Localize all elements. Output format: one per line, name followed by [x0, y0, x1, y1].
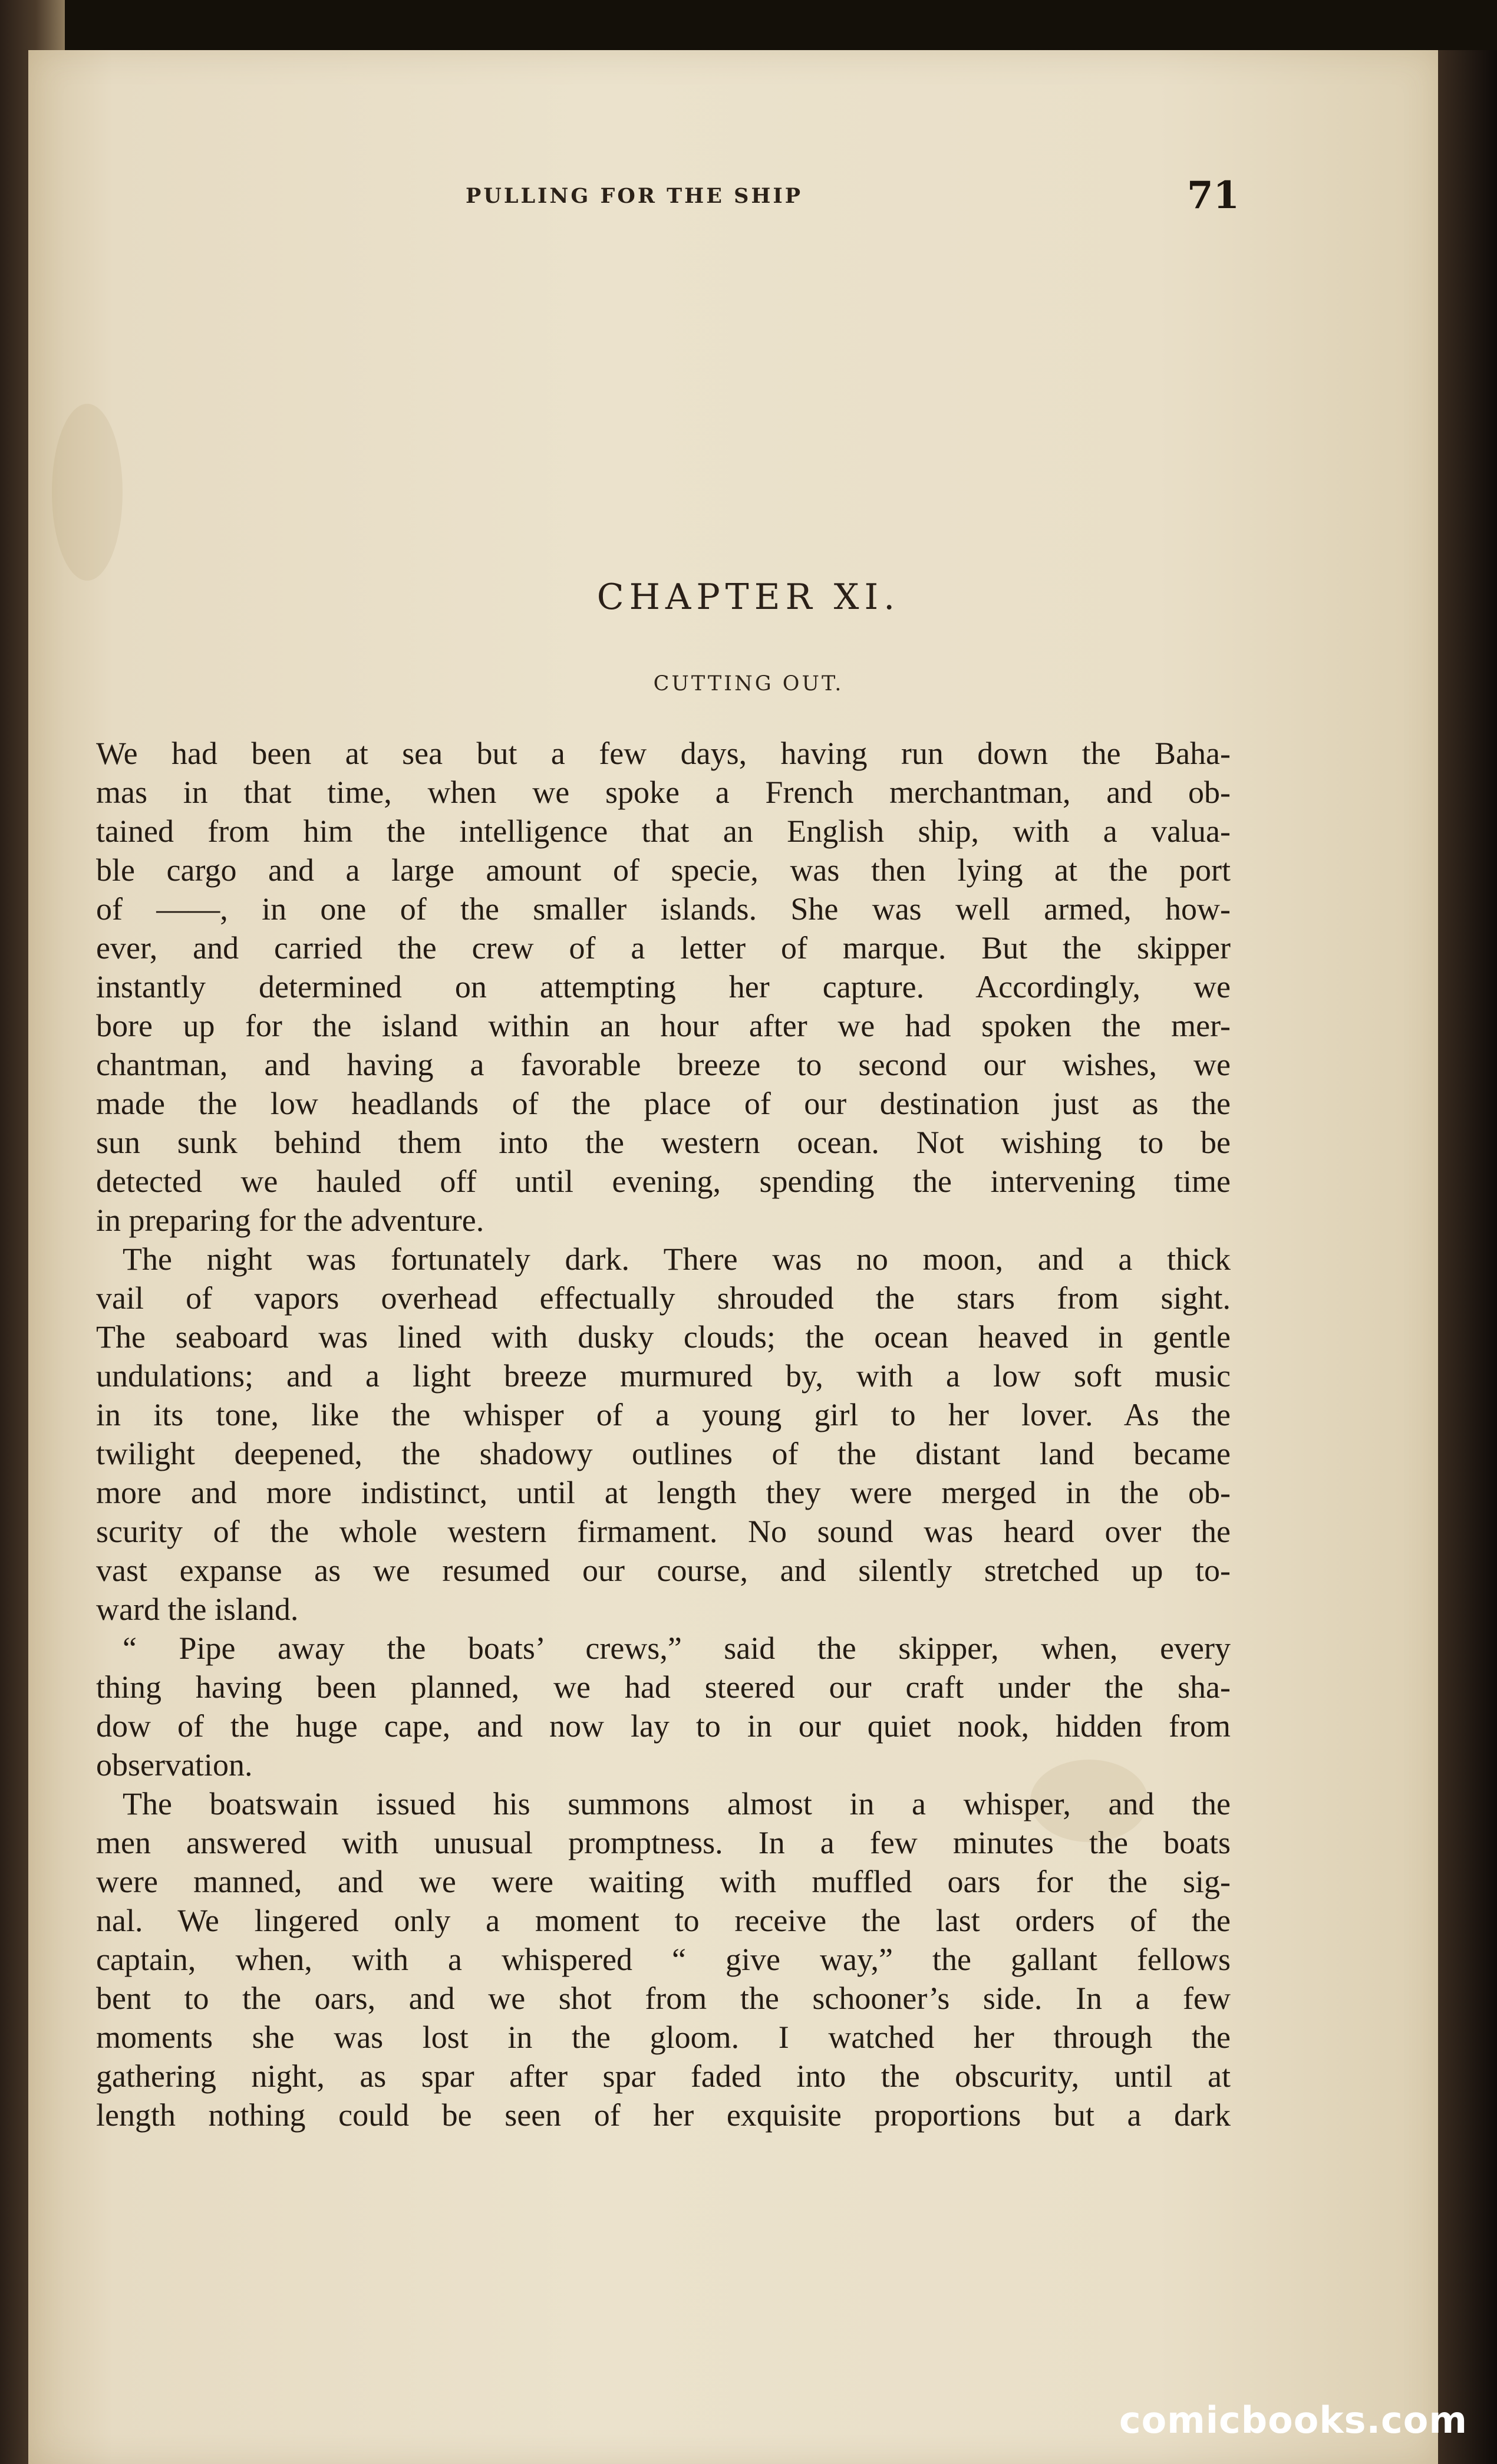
- text-line: chantman, and having a favorable breeze to second our wishes, we: [96, 1047, 1231, 1082]
- text-line: men answered with unusual promptness. In a few minutes the boats: [96, 1825, 1231, 1860]
- text-line: moments she was lost in the gloom. I watched her through the: [96, 2020, 1231, 2055]
- text-line: sun sunk behind them into the western ocean. Not wishing to be: [96, 1125, 1231, 1160]
- text-line: captain, when, with a whispered “ give way,” the gallant fellows: [96, 1942, 1231, 1977]
- text-line: nal. We lingered only a moment to receive the last orders of the: [96, 1903, 1231, 1938]
- text-line: bore up for the island within an hour after we had spoken the mer-: [96, 1008, 1231, 1043]
- text-line: gathering night, as spar after spar faded into the obscurity, until at: [96, 2058, 1231, 2094]
- text-line: ever, and carried the crew of a letter of marque. But the skipper: [96, 930, 1231, 966]
- text-line: mas in that time, when we spoke a French merchantman, and ob-: [96, 775, 1231, 810]
- text-line: dow of the huge cape, and now lay to in our quiet nook, hidden from: [96, 1708, 1231, 1744]
- scan-right-edge: [1438, 50, 1497, 2464]
- text-line: observation.: [96, 1747, 253, 1783]
- paper-stain: [52, 404, 123, 581]
- running-head: PULLING FOR THE SHIP: [466, 184, 803, 208]
- watermark: comicbooks.com: [1119, 2399, 1468, 2442]
- text-line: The night was fortunately dark. There was no moon, and a thick: [123, 1241, 1231, 1277]
- text-line: more and more indistinct, until at length they were merged in the ob-: [96, 1475, 1231, 1510]
- text-line: ward the island.: [96, 1592, 299, 1627]
- page-number: 71: [1187, 173, 1240, 218]
- text-line: made the low headlands of the place of our destination just as the: [96, 1086, 1231, 1121]
- text-line: vast expanse as we resumed our course, and silently stretched up to-: [96, 1553, 1231, 1588]
- text-line: thing having been planned, we had steered our craft under the sha-: [96, 1669, 1231, 1705]
- text-line: in preparing for the adventure.: [96, 1203, 484, 1238]
- text-line: tained from him the intelligence that an English ship, with a valua-: [96, 813, 1231, 849]
- text-line: ble cargo and a large amount of specie, was then lying at the port: [96, 852, 1231, 888]
- text-line: were manned, and we were waiting with muffled oars for the sig-: [96, 1864, 1231, 1899]
- chapter-title: CHAPTER XI.: [596, 577, 901, 618]
- text-line: The boatswain issued his summons almost in a whisper, and the: [123, 1786, 1231, 1821]
- text-line: of ——, in one of the smaller islands. She was well armed, how-: [96, 891, 1231, 927]
- text-line: twilight deepened, the shadowy outlines of the distant land became: [96, 1436, 1231, 1471]
- text-line: detected we hauled off until evening, spending the intervening time: [96, 1164, 1231, 1199]
- text-line: instantly determined on attempting her capture. Accordingly, we: [96, 969, 1231, 1004]
- text-line: length nothing could be seen of her exquisite proportions but a dark: [96, 2097, 1231, 2133]
- text-line: in its tone, like the whisper of a young girl to her lover. As the: [96, 1397, 1231, 1432]
- text-line: The seaboard was lined with dusky clouds; the ocean heaved in gentle: [96, 1319, 1231, 1355]
- text-line: scurity of the whole western firmament. No sound was heard over the: [96, 1514, 1231, 1549]
- chapter-subtitle: CUTTING OUT.: [653, 672, 844, 696]
- text-line: bent to the oars, and we shot from the schooner’s side. In a few: [96, 1981, 1231, 2016]
- body-text: [96, 734, 1231, 2134]
- text-line: “ Pipe away the boats’ crews,” said the skipper, when, every: [123, 1630, 1231, 1666]
- scan-top-edge: [0, 0, 1497, 53]
- text-line: undulations; and a light breeze murmured by, with a low soft music: [96, 1358, 1231, 1394]
- text-line: vail of vapors overhead effectually shrouded the stars from sight.: [96, 1280, 1231, 1316]
- text-line: We had been at sea but a few days, having run down the Baha-: [96, 736, 1231, 771]
